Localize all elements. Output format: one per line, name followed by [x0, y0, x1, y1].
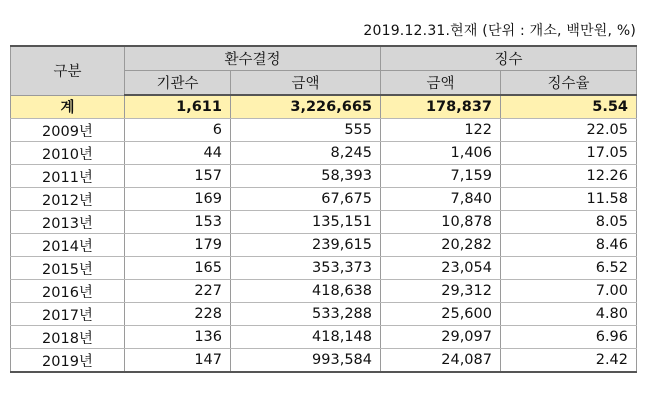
collection-rate-header: 징수율: [501, 71, 637, 96]
amount-cell: 533,288: [231, 303, 381, 326]
institutions-cell: 157: [125, 165, 231, 188]
unit-caption: 2019.12.31.현재 (단위 : 개소, 백만원, %): [363, 23, 636, 39]
table-row: [11, 303, 637, 326]
table-row: [11, 280, 637, 303]
table-row: [11, 234, 637, 257]
table-row: [11, 142, 637, 165]
year-cell: 2013년: [11, 211, 125, 234]
year-cell: 2018년: [11, 326, 125, 349]
amount-cell: 555: [231, 119, 381, 142]
amount-cell: 239,615: [231, 234, 381, 257]
collected-cell: 23,054: [381, 257, 501, 280]
amount-cell: 58,393: [231, 165, 381, 188]
category-header: 구분: [11, 46, 125, 95]
rate-cell: 8.05: [501, 211, 637, 234]
collection-header: 징수: [381, 46, 637, 71]
institutions-cell: 169: [125, 188, 231, 211]
total-row: [11, 95, 637, 119]
rate-cell: 6.96: [501, 326, 637, 349]
collected-cell: 25,600: [381, 303, 501, 326]
collected-cell: 1,406: [381, 142, 501, 165]
refund-decision-header: 환수결정: [125, 46, 381, 71]
year-cell: 2011년: [11, 165, 125, 188]
table-body: [11, 95, 637, 372]
rate-cell: 4.80: [501, 303, 637, 326]
table-row: [11, 211, 637, 234]
table-row: [11, 188, 637, 211]
amount-header: 금액: [231, 71, 381, 96]
year-cell: 2015년: [11, 257, 125, 280]
year-cell: 2012년: [11, 188, 125, 211]
total-collected: 178,837: [381, 95, 501, 119]
institutions-cell: 6: [125, 119, 231, 142]
amount-cell: 67,675: [231, 188, 381, 211]
rate-cell: 17.05: [501, 142, 637, 165]
year-cell: 2019년: [11, 349, 125, 373]
total-institutions: 1,611: [125, 95, 231, 119]
rate-cell: 12.26: [501, 165, 637, 188]
collected-cell: 24,087: [381, 349, 501, 373]
collected-cell: 29,312: [381, 280, 501, 303]
table-row: [11, 119, 637, 142]
collected-cell: 10,878: [381, 211, 501, 234]
year-cell: 2014년: [11, 234, 125, 257]
table-row: [11, 326, 637, 349]
collected-cell: 20,282: [381, 234, 501, 257]
institutions-cell: 153: [125, 211, 231, 234]
year-cell: 2009년: [11, 119, 125, 142]
table-row: [11, 349, 637, 373]
institutions-cell: 165: [125, 257, 231, 280]
year-cell: 2017년: [11, 303, 125, 326]
table-row: [11, 165, 637, 188]
table-row: [11, 257, 637, 280]
amount-cell: 8,245: [231, 142, 381, 165]
rate-cell: 7.00: [501, 280, 637, 303]
institutions-cell: 44: [125, 142, 231, 165]
total-amount: 3,226,665: [231, 95, 381, 119]
amount-cell: 993,584: [231, 349, 381, 373]
total-label: 계: [11, 95, 125, 119]
rate-cell: 22.05: [501, 119, 637, 142]
amount-cell: 418,638: [231, 280, 381, 303]
rate-cell: 8.46: [501, 234, 637, 257]
institutions-cell: 147: [125, 349, 231, 373]
year-cell: 2016년: [11, 280, 125, 303]
refund-collection-table: [10, 45, 637, 373]
collected-cell: 29,097: [381, 326, 501, 349]
year-cell: 2010년: [11, 142, 125, 165]
amount-cell: 135,151: [231, 211, 381, 234]
institutions-cell: 227: [125, 280, 231, 303]
institutions-cell: 136: [125, 326, 231, 349]
rate-cell: 6.52: [501, 257, 637, 280]
institutions-cell: 228: [125, 303, 231, 326]
collected-cell: 122: [381, 119, 501, 142]
institutions-header: 기관수: [125, 71, 231, 96]
institutions-cell: 179: [125, 234, 231, 257]
collected-cell: 7,840: [381, 188, 501, 211]
amount-cell: 418,148: [231, 326, 381, 349]
rate-cell: 11.58: [501, 188, 637, 211]
rate-cell: 2.42: [501, 349, 637, 373]
amount-cell: 353,373: [231, 257, 381, 280]
collected-cell: 7,159: [381, 165, 501, 188]
collected-amount-header: 금액: [381, 71, 501, 96]
table-header: [11, 46, 637, 95]
total-rate: 5.54: [501, 95, 637, 119]
